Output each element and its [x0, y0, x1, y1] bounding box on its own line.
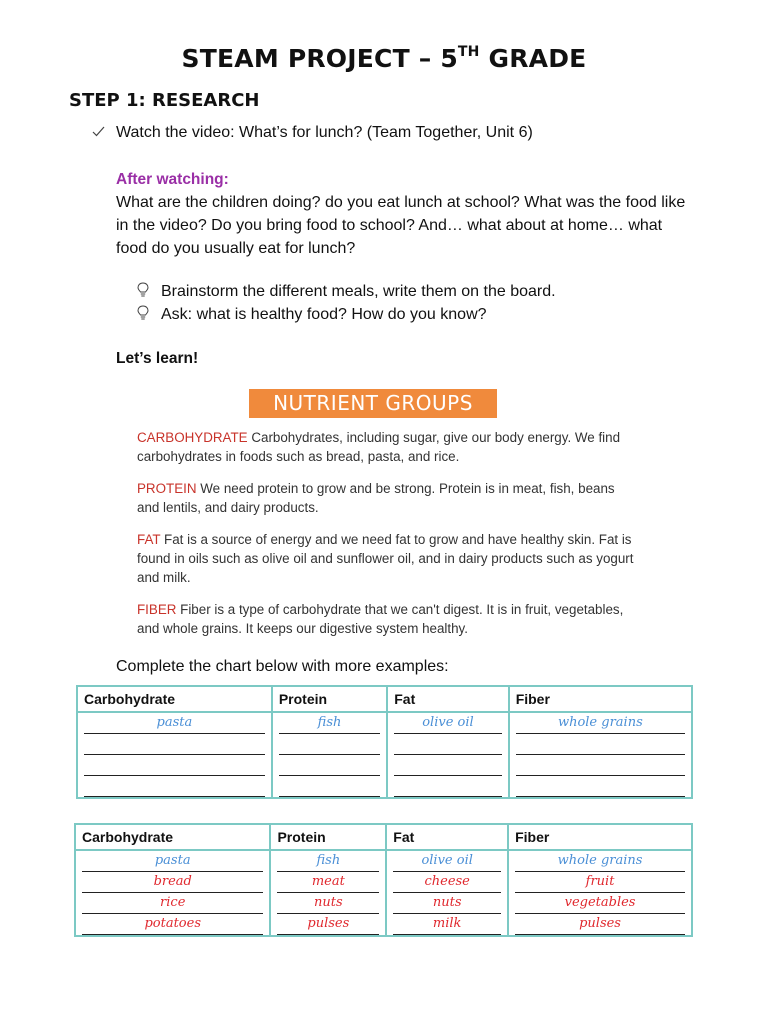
table-cell: fish — [279, 713, 380, 734]
table-cell: pasta — [84, 713, 265, 734]
table-cell[interactable] — [84, 755, 265, 776]
title-superscript: TH — [457, 43, 480, 60]
column-cells — [75, 850, 270, 936]
nutrient-keyword: FAT — [137, 532, 161, 547]
page-title — [0, 44, 768, 73]
title-end: GRADE — [479, 44, 587, 73]
table-cell[interactable] — [279, 776, 380, 797]
column-header: Protein — [270, 824, 386, 850]
nutrient-item — [137, 530, 637, 587]
table-header-row — [77, 686, 692, 712]
table-cell: fruit — [515, 872, 685, 893]
bullet-list — [137, 280, 556, 326]
table-cell: pasta — [82, 851, 263, 872]
column-cells — [77, 712, 272, 798]
nutrient-groups-banner: NUTRIENT GROUPS — [249, 389, 497, 418]
table-body-row — [77, 712, 692, 798]
blank-chart-table — [76, 685, 693, 799]
bullet-item — [137, 303, 556, 326]
column-header: Fiber — [508, 824, 692, 850]
nutrient-keyword: FIBER — [137, 602, 177, 617]
title-main: STEAM PROJECT – 5 — [181, 44, 458, 73]
table-cell: whole grains — [515, 851, 685, 872]
table-cell[interactable] — [279, 734, 380, 755]
column-header: Fiber — [509, 686, 692, 712]
nutrient-text: Fat is a source of energy and we need fat to grow and have healthy skin. Fat is found in oils such as olive oil and sunflower oil, and in dairy products such as yogurt and milk. — [137, 532, 634, 585]
table-cell: olive oil — [393, 851, 501, 872]
table-cell[interactable] — [516, 755, 685, 776]
nutrient-text: Fiber is a type of carbohydrate that we can't digest. It is in fruit, vegetables, and whole grains. It keeps our digestive system healthy. — [137, 602, 624, 636]
table-cell: rice — [82, 893, 263, 914]
table-cell[interactable] — [394, 755, 501, 776]
column-cells — [386, 850, 508, 936]
table-cell[interactable] — [516, 776, 685, 797]
table-body-row — [75, 850, 692, 936]
nutrient-text: We need protein to grow and be strong. Protein is in meat, fish, beans and lentils, and dairy products. — [137, 481, 615, 515]
table-cell[interactable] — [84, 734, 265, 755]
column-cells — [509, 712, 692, 798]
table-cell[interactable] — [394, 734, 501, 755]
nutrient-item — [137, 428, 637, 466]
nutrient-text: Carbohydrates, including sugar, give our body energy. We find carbohydrates in foods such as bread, pasta, and rice. — [137, 430, 621, 464]
table-cell: cheese — [393, 872, 501, 893]
table-cell[interactable] — [516, 734, 685, 755]
after-watching-label: After watching: — [116, 171, 229, 188]
table-cell: pulses — [277, 914, 379, 935]
nutrient-keyword: PROTEIN — [137, 481, 197, 496]
table-cell: nuts — [393, 893, 501, 914]
lightbulb-icon — [137, 282, 151, 298]
bullet-text: Brainstorm the different meals, write them on the board. — [161, 283, 556, 300]
table-cell: nuts — [277, 893, 379, 914]
table-cell: potatoes — [82, 914, 263, 935]
watch-item — [92, 124, 533, 142]
instructions-text: Complete the chart below with more examples: — [116, 658, 449, 675]
table-cell[interactable] — [279, 755, 380, 776]
lets-learn-heading: Let’s learn! — [116, 350, 199, 367]
watch-text: Watch the video: What’s for lunch? (Team Together, Unit 6) — [116, 124, 533, 141]
lightbulb-icon — [137, 305, 151, 321]
step-heading: STEP 1: RESEARCH — [69, 90, 260, 111]
column-header: Fat — [386, 824, 508, 850]
after-watching-text: What are the children doing? do you eat lunch at school? What was the food like in the video? Do you bring food to school? And… what about at home… what food do you usually eat for lunch? — [116, 194, 686, 257]
table-cell: olive oil — [394, 713, 501, 734]
table-cell: milk — [393, 914, 501, 935]
table-cell: meat — [277, 872, 379, 893]
column-header: Fat — [387, 686, 508, 712]
table-cell: fish — [277, 851, 379, 872]
bullet-text: Ask: what is healthy food? How do you know? — [161, 306, 487, 323]
column-cells — [272, 712, 387, 798]
table-cell[interactable] — [394, 776, 501, 797]
column-cells — [270, 850, 386, 936]
bullet-item — [137, 280, 556, 303]
table-cell: vegetables — [515, 893, 685, 914]
column-header: Carbohydrate — [77, 686, 272, 712]
table-cell: bread — [82, 872, 263, 893]
completed-chart-table — [74, 823, 693, 937]
table-cell: pulses — [515, 914, 685, 935]
nutrient-item — [137, 479, 637, 517]
nutrient-item — [137, 600, 637, 638]
column-cells — [508, 850, 692, 936]
column-cells — [387, 712, 508, 798]
nutrient-descriptions — [137, 428, 637, 651]
column-header: Carbohydrate — [75, 824, 270, 850]
column-header: Protein — [272, 686, 387, 712]
nutrient-keyword: CARBOHYDRATE — [137, 430, 248, 445]
checkmark-icon — [92, 125, 110, 140]
table-cell[interactable] — [84, 776, 265, 797]
table-cell: whole grains — [516, 713, 685, 734]
table-header-row — [75, 824, 692, 850]
